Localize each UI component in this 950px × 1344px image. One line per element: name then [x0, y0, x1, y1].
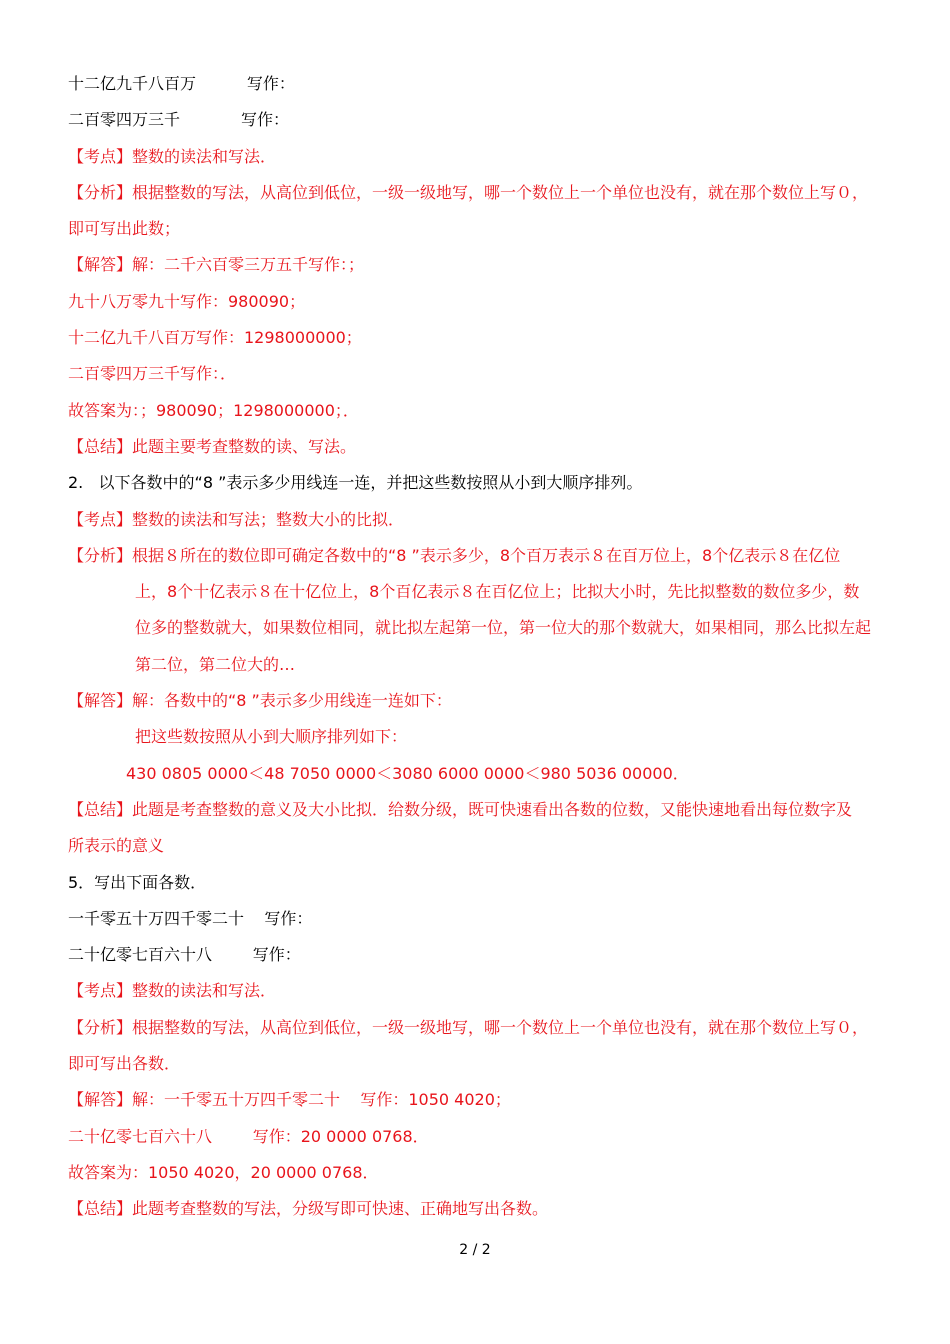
- text-line: 即可写出此数；: [68, 219, 181, 239]
- text-line: 【总结】此题是考查整数的意义及大小比拟．给数分级，既可快速看出各数的位数，又能快速地看出每位数字及: [68, 799, 853, 819]
- text-line: 【分析】根据整数的写法，从高位到低位，一级一级地写，哪一个数位上一个单位也没有，就在那个数位上写０，: [68, 182, 869, 202]
- text-line: 九十八万零九十写作：980090；: [68, 291, 306, 311]
- text-line: 一千零五十万四千零二十 写作：: [68, 908, 313, 928]
- text-line: 【解答】解：一千零五十万四千零二十 写作：1050 4020；: [68, 1090, 511, 1110]
- text-line: 十二亿九千八百万写作：1298000000；: [68, 328, 362, 348]
- text-line: 上，8个十亿表示８在十亿位上，8个百亿表示８在百亿位上；比拟大小时，先比拟整数的数位多少，数: [135, 582, 860, 602]
- document-body: [68, 66, 888, 1228]
- text-line: 二十亿零七百六十八 写作：: [68, 945, 301, 965]
- text-line: 二百零四万三千写作：．: [68, 364, 237, 384]
- text-line: 所表示的意义: [68, 836, 165, 856]
- text-line: 【考点】整数的读法和写法．: [68, 146, 277, 166]
- text-line: 5．写出下面各数．: [68, 872, 207, 892]
- text-line: 第二位，第二位大的…: [135, 654, 296, 674]
- text-line: 【总结】此题考查整数的写法，分级写即可快速、正确地写出各数。: [68, 1199, 549, 1219]
- text-line: 【分析】根据整数的写法，从高位到低位，一级一级地写，哪一个数位上一个单位也没有，就在那个数位上写０，: [68, 1017, 869, 1037]
- text-line: 【解答】解：各数中的“8 ”表示多少用线连一连如下：: [68, 691, 452, 711]
- text-line: 【分析】根据８所在的数位即可确定各数中的“8 ”表示多少，8个百万表示８在百万位上，8个亿表示８在亿位: [68, 545, 841, 565]
- text-line: 二百零四万三千 写作：: [68, 110, 290, 130]
- text-line: 【考点】整数的读法和写法．: [68, 981, 277, 1001]
- text-line: 2. 以下各数中的“8 ”表示多少用线连一连，并把这些数按照从小到大顺序排列。: [68, 473, 643, 493]
- text-line: 即可写出各数．: [68, 1054, 181, 1074]
- text-line: 二十亿零七百六十八 写作：20 0000 0768．: [68, 1126, 429, 1146]
- text-line: 十二亿九千八百万 写作：: [68, 74, 295, 93]
- text-line: 【总结】此题主要考查整数的读、写法。: [68, 436, 357, 456]
- text-line: 把这些数按照从小到大顺序排列如下：: [135, 727, 408, 747]
- page-number: 2 / 2: [459, 1242, 491, 1258]
- text-line: 故答案为：；980090；1298000000；．: [68, 400, 359, 420]
- text-line: 位多的整数就大，如果数位相同，就比拟左起第一位，第一位大的那个数就大，如果相同，那么比拟左起: [135, 618, 872, 638]
- text-line: 430 0805 0000＜48 7050 0000＜3080 6000 0000＜980 5036 00000．: [126, 763, 689, 783]
- text-line: 【解答】解：二千六百零三万五千写作：；: [68, 255, 365, 275]
- text-line: 故答案为：1050 4020，20 0000 0768．: [68, 1162, 379, 1182]
- text-line: 【考点】整数的读法和写法；整数大小的比拟．: [68, 509, 405, 529]
